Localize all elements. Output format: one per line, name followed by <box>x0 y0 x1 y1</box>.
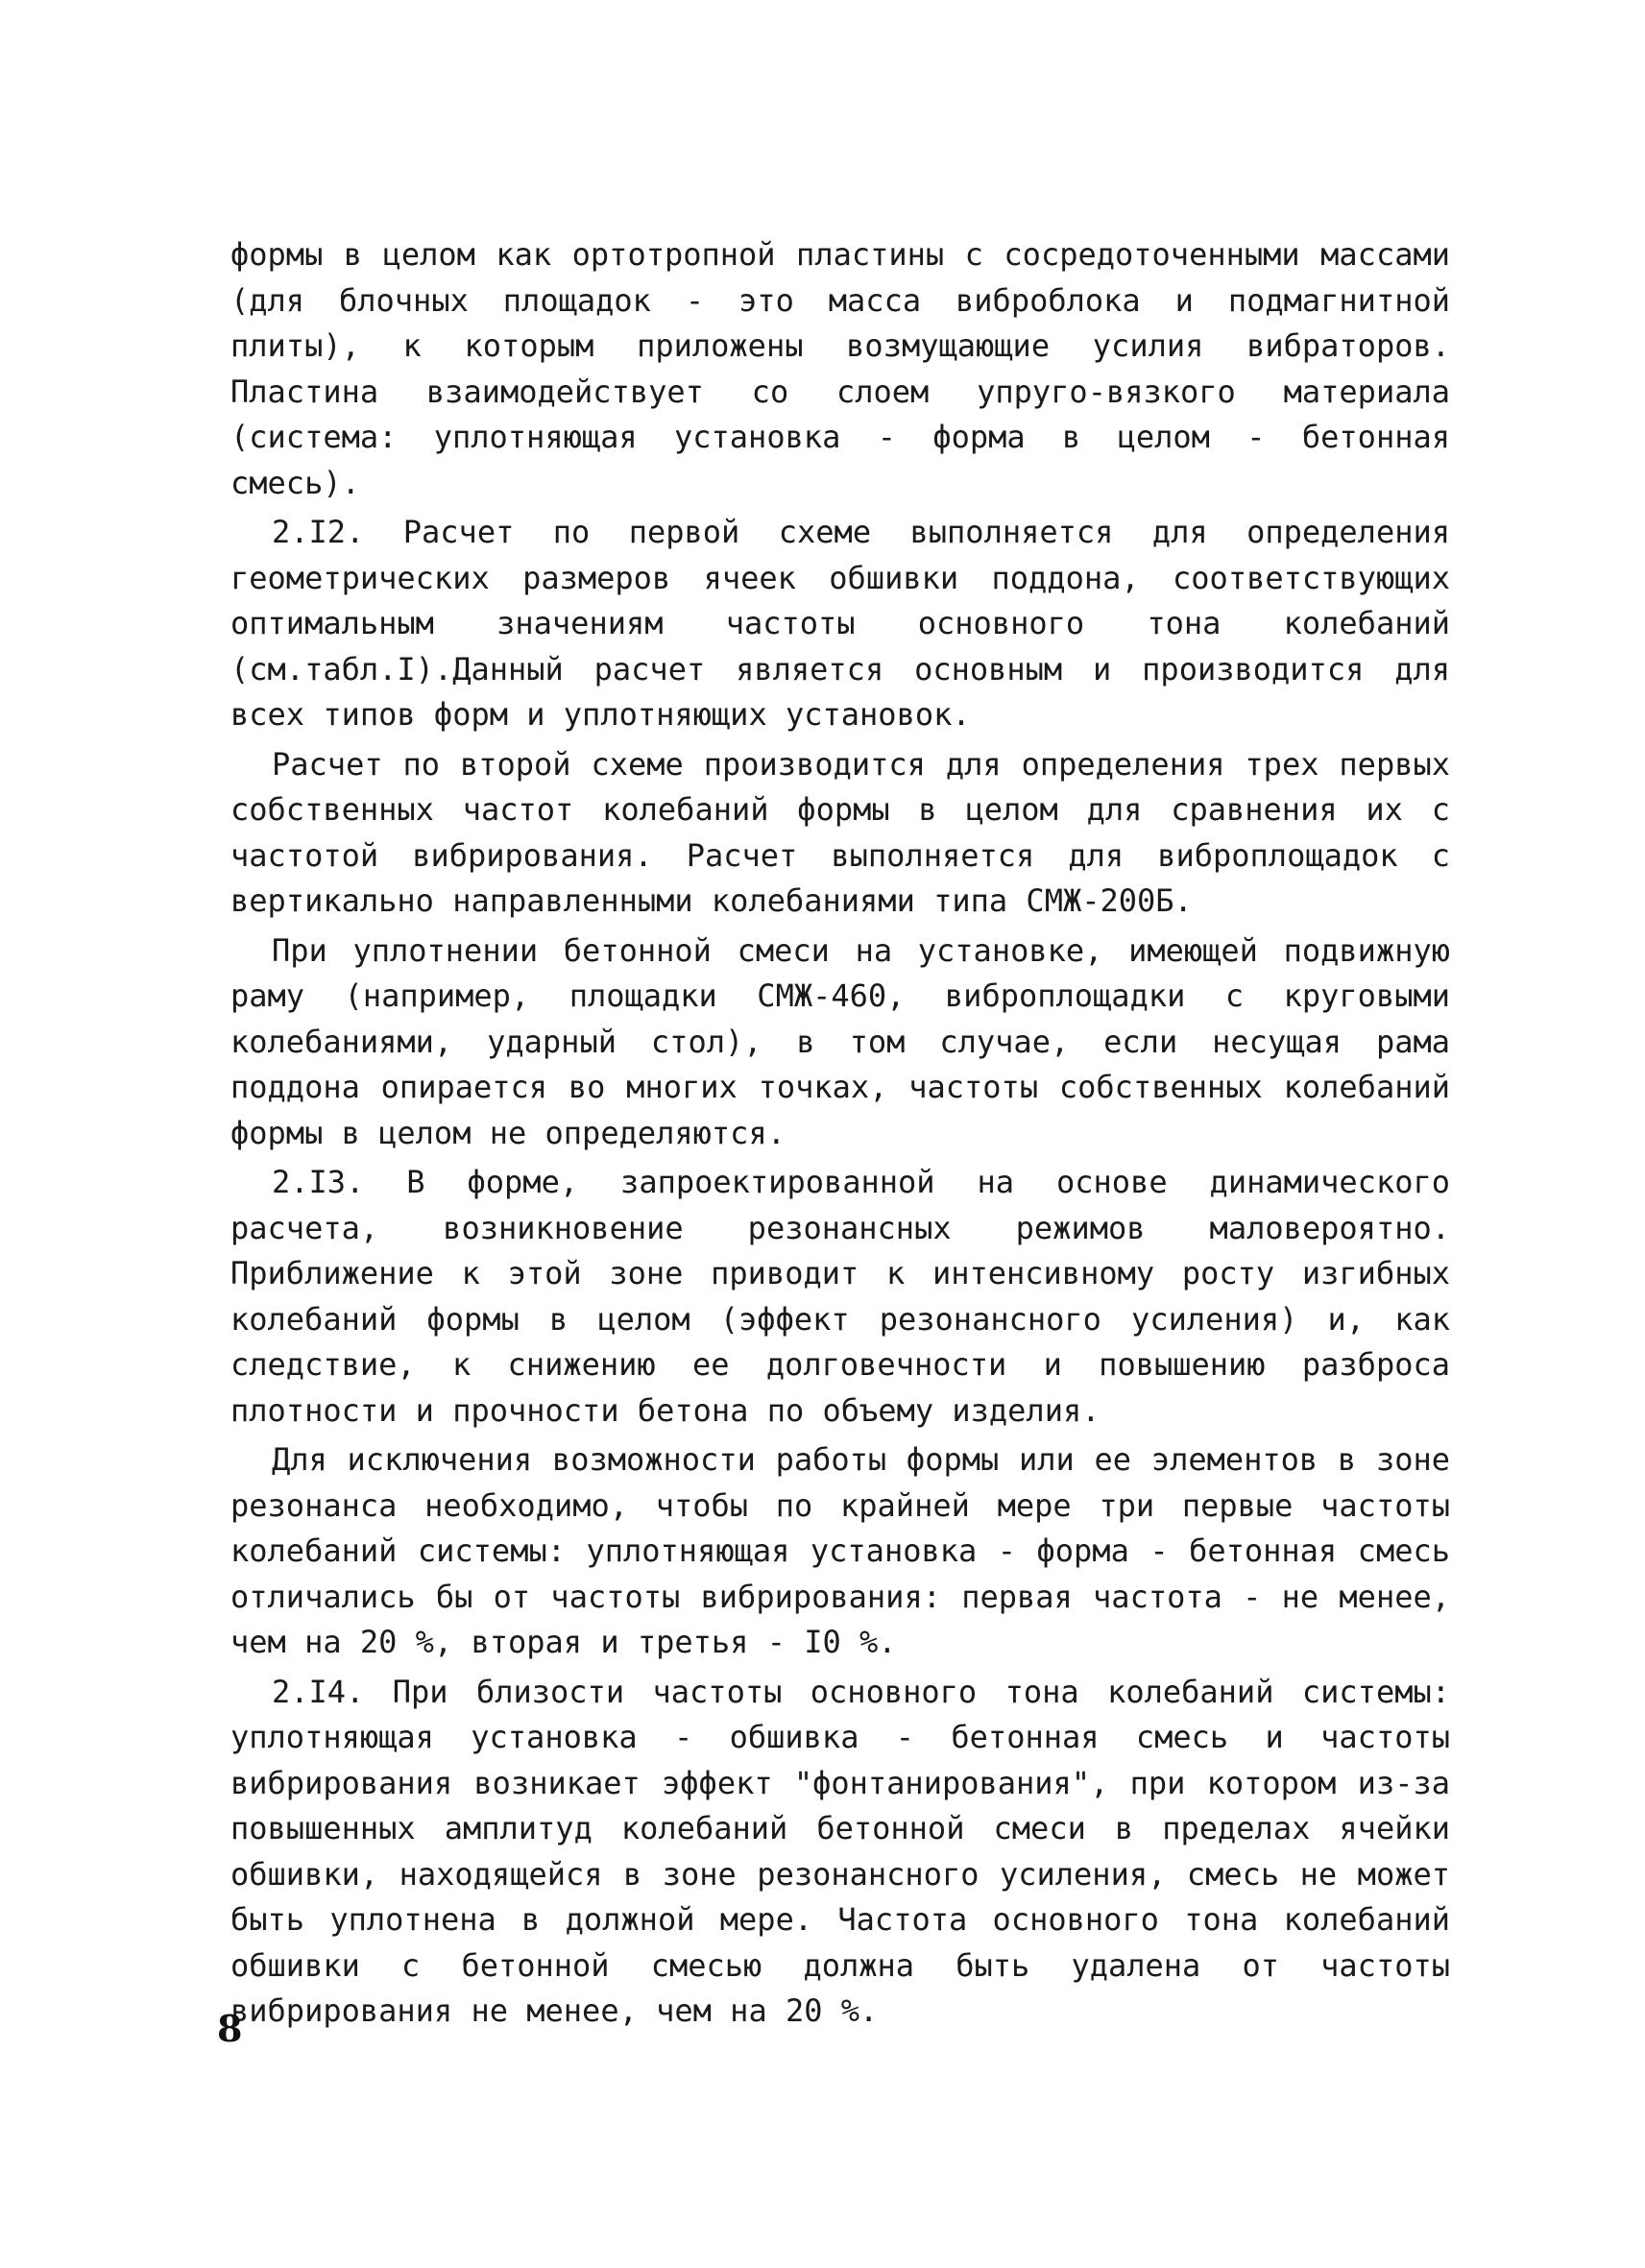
paragraph-second-scheme: Расчет по второй схеме производится для определения трех первых собственных частот колебаний формы в целом для сравнения их с частотой вибрирования. Расчет выполняется для виброплощадок с вертикально направленными колебаниями типа СМЖ-200Б. <box>230 745 1450 919</box>
paragraph-resonance-exclusion: Для исключения возможности работы формы или ее элементов в зоне резонанса необходимо, чтобы по крайней мере три первые частоты колебаний системы: уплотняющая установка - форма - бетонная смесь отличались бы от частоты вибрирования: первая частота - не менее, чем на 20 %, вторая и третья - I0 %. <box>230 1441 1450 1660</box>
paragraph-2-12: 2.I2. Расчет по первой схеме выполняется для определения геометрических размеров ячеек обшивки поддона, соответствующих оптимальным значениям частоты основного тона колебаний (см.табл.I).Данный расчет является основным и производится для всех типов форм и уплотняющих установок. <box>230 514 1450 733</box>
page-number: 8 <box>217 2007 243 2050</box>
paragraph-continuation: формы в целом как ортотропной пластины с сосредоточенными массами (для блочных площадок - это масса виброблока и подмагнитной плиты), к которым приложены возмущающие усилия вибраторов. Пластина взаимодействует со слоем упруго-вязкого материала (система: уплотняющая установка - форма в целом - бетонная смесь). <box>230 236 1450 501</box>
paragraph-2-13: 2.I3. В форме, запроектированной на основе динамического расчета, возникновение резонансных режимов маловероятно. Приближение к этой зоне приводит к интенсивному росту изгибных колебаний формы в целом (эффект резонансного усиления) и, как следствие, к снижению ее долговечности и повышению разброса плотности и прочности бетона по объему изделия. <box>230 1164 1450 1429</box>
paragraph-movable-frame: При уплотнении бетонной смеси на установке, имеющей подвижную раму (например, площадки СМЖ-460, виброплощадки с круговыми колебаниями, ударный стол), в том случае, если несущая рама поддона опирается во многих точках, частоты собственных колебаний формы в целом не определяются. <box>230 931 1450 1151</box>
body-text <box>230 232 1450 2039</box>
paragraph-2-14: 2.I4. При близости частоты основного тона колебаний системы: уплотняющая установка - обшивка - бетонная смесь и частоты вибрирования возникает эффект "фонтанирования", при котором из-за повышенных амплитуд колебаний бетонной смеси в пределах ячейки обшивки, находящейся в зоне резонансного усиления, смесь не может быть уплотнена в должной мере. Частота основного тона колебаний обшивки с бетонной смесью должна быть удалена от частоты вибрирования не менее, чем на 20 %. <box>230 1673 1450 2029</box>
